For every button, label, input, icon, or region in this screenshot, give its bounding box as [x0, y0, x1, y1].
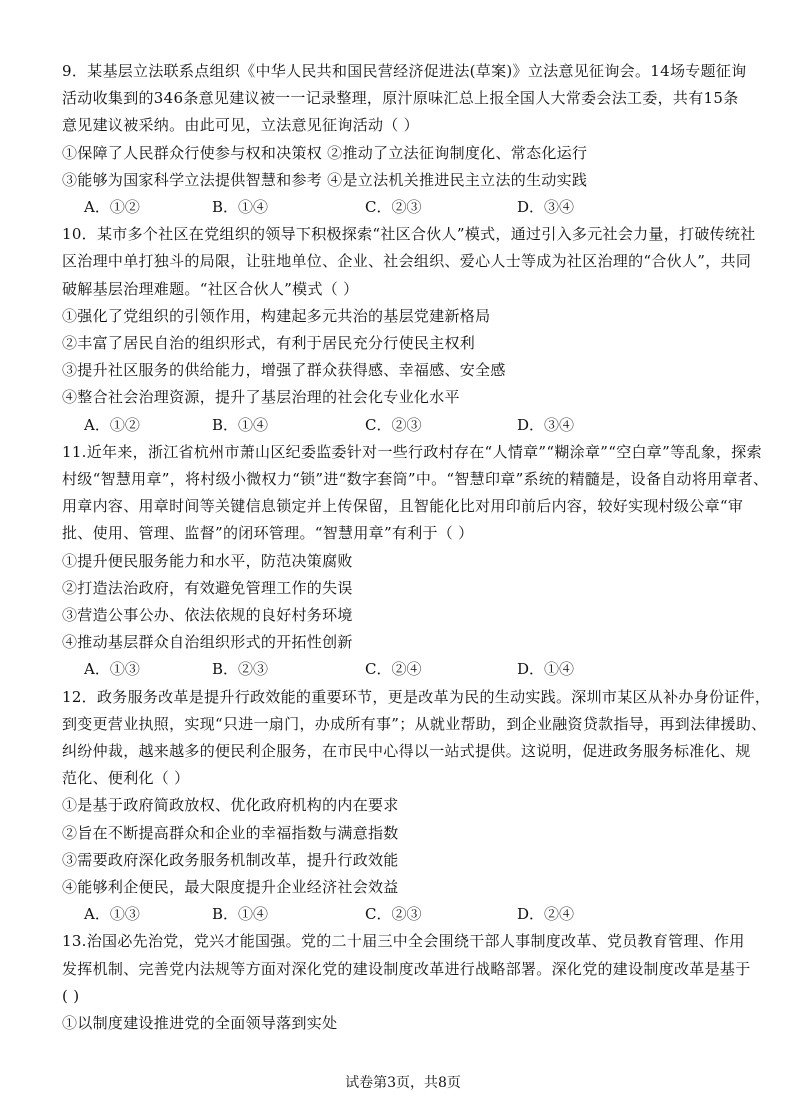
answer-option: C．②④: [365, 660, 422, 679]
answer-option: D．②④: [517, 905, 575, 924]
question-9: [62, 58, 772, 221]
answer-options: [62, 412, 772, 439]
answer-option: C．②③: [365, 198, 422, 217]
answer-options: [62, 901, 772, 928]
exam-page: [62, 58, 772, 1037]
question-line: 13.治国必先治党，党兴才能国强。党的二十届三中全会围绕干部人事制度改革、党员教育管理、作用: [62, 932, 745, 951]
question-line: 到变更营业执照，实现“只进一扇门，办成所有事”；从就业帮助，到企业融资贷款指导，再到法律援助、: [62, 714, 767, 733]
question-11: [62, 439, 772, 684]
answer-option: D．①④: [517, 660, 575, 679]
question-line: 活动收集到的346条意见建议被一一记录整理，原汁原味汇总上报全国人大常委会法工委，共有15条: [62, 89, 739, 108]
question-line: 破解基层治理难题。“社区合伙人”模式（ ）: [62, 279, 359, 298]
question-line: ③能够为国家科学立法提供智慧和参考 ④是立法机关推进民主立法的生动实践: [62, 170, 588, 189]
question-line: ③营造公事公办、依法依规的良好村务环境: [62, 606, 353, 625]
question-line: 区治理中单打独斗的局限，让驻地单位、企业、社会组织、爱心人士等成为社区治理的“合伙人”，共同: [62, 252, 752, 271]
answer-option: C．②③: [365, 905, 422, 924]
question-line: ①以制度建设推进党的全面领导落到实处: [62, 1014, 338, 1033]
question-line: 11.近年来，浙江省杭州市萧山区纪委监委针对一些行政村存在“人情章”“糊涂章”“空白章”等乱象，探索: [62, 442, 762, 461]
question-line: 10．某市多个社区在党组织的领导下积极探索“社区合伙人”模式，通过引入多元社会力量，打破传统社: [62, 225, 756, 244]
question-line: ④推动基层群众自治组织形式的开拓性创新: [62, 633, 353, 652]
question-line: ①保障了人民群众行使参与权和决策权 ②推动了立法征询制度化、常态化运行: [62, 143, 588, 162]
page-footer: 试卷第3页，共8页: [345, 1075, 461, 1091]
question-line: ②丰富了居民自治的组织形式，有利于居民充分行使民主权利: [62, 334, 476, 353]
question-line: ③提升社区服务的供给能力，增强了群众获得感、幸福感、安全感: [62, 361, 506, 380]
question-line: ①提升便民服务能力和水平，防范决策腐败: [62, 551, 353, 570]
question-line: 纠纷仲裁，越来越多的便民利企服务，在市民中心得以一站式提供。这说明，促进政务服务标准化、规: [62, 742, 751, 761]
question-line: 发挥机制、完善党内法规等方面对深化党的建设制度改革进行战略部署。深化党的建设制度改革是基于: [62, 959, 751, 978]
question-line: ( ): [62, 986, 80, 1005]
question-line: ②旨在不断提高群众和企业的幸福指数与满意指数: [62, 823, 399, 842]
question-line: 范化、便利化（ ）: [62, 769, 190, 788]
question-line: ①是基于政府简政放权、优化政府机构的内在要求: [62, 796, 399, 815]
answer-option: A．①③: [84, 905, 140, 924]
question-line: ④能够利企便民，最大限度提升企业经济社会效益: [62, 878, 399, 897]
answer-option: B．①④: [212, 198, 269, 217]
answer-option: C．②③: [365, 415, 422, 434]
answer-option: B．②③: [212, 660, 269, 679]
question-line: 用章内容、用章时间等关键信息锁定并上传保留，且智能化比对用印前后内容，较好实现村级公章“审: [62, 497, 744, 516]
question-line: 村级“智慧用章”，将村级小微权力“锁”进“数字套筒”中。“智慧印章”系统的精髓是，设备自动将用章者、: [62, 470, 769, 489]
question-line: ②打造法治政府，有效避免管理工作的失误: [62, 578, 353, 597]
answer-options: [62, 194, 772, 221]
question-12: [62, 684, 772, 929]
answer-option: D．③④: [517, 198, 575, 217]
answer-option: A．①②: [84, 415, 140, 434]
answer-option: B．①④: [212, 905, 269, 924]
question-line: ①强化了党组织的引领作用，构建起多元共治的基层党建新格局: [62, 306, 491, 325]
question-line: ③需要政府深化政务服务机制改革，提升行政效能: [62, 850, 399, 869]
answer-option: D．③④: [517, 415, 575, 434]
question-line: 意见建议被采纳。由此可见，立法意见征询活动（ ）: [62, 116, 419, 135]
answer-option: B．①④: [212, 415, 269, 434]
question-13: [62, 928, 772, 1037]
question-line: 批、使用、管理、监督”的闭环管理。“智慧用章”有利于（ ）: [62, 524, 474, 543]
question-line: 12．政务服务改革是提升行政效能的重要环节，更是改革为民的生动实践。深圳市某区从补办身份证件，: [62, 687, 771, 706]
answer-option: A．①②: [84, 198, 140, 217]
answer-option: A．①③: [84, 660, 140, 679]
answer-options: [62, 656, 772, 683]
question-10: [62, 221, 772, 439]
question-line: 9．某基层立法联系点组织《中华人民共和国民营经济促进法(草案)》立法意见征询会。14场专题征询: [62, 62, 747, 80]
question-line: ④整合社会治理资源，提升了基层治理的社会化专业化水平: [62, 388, 460, 407]
